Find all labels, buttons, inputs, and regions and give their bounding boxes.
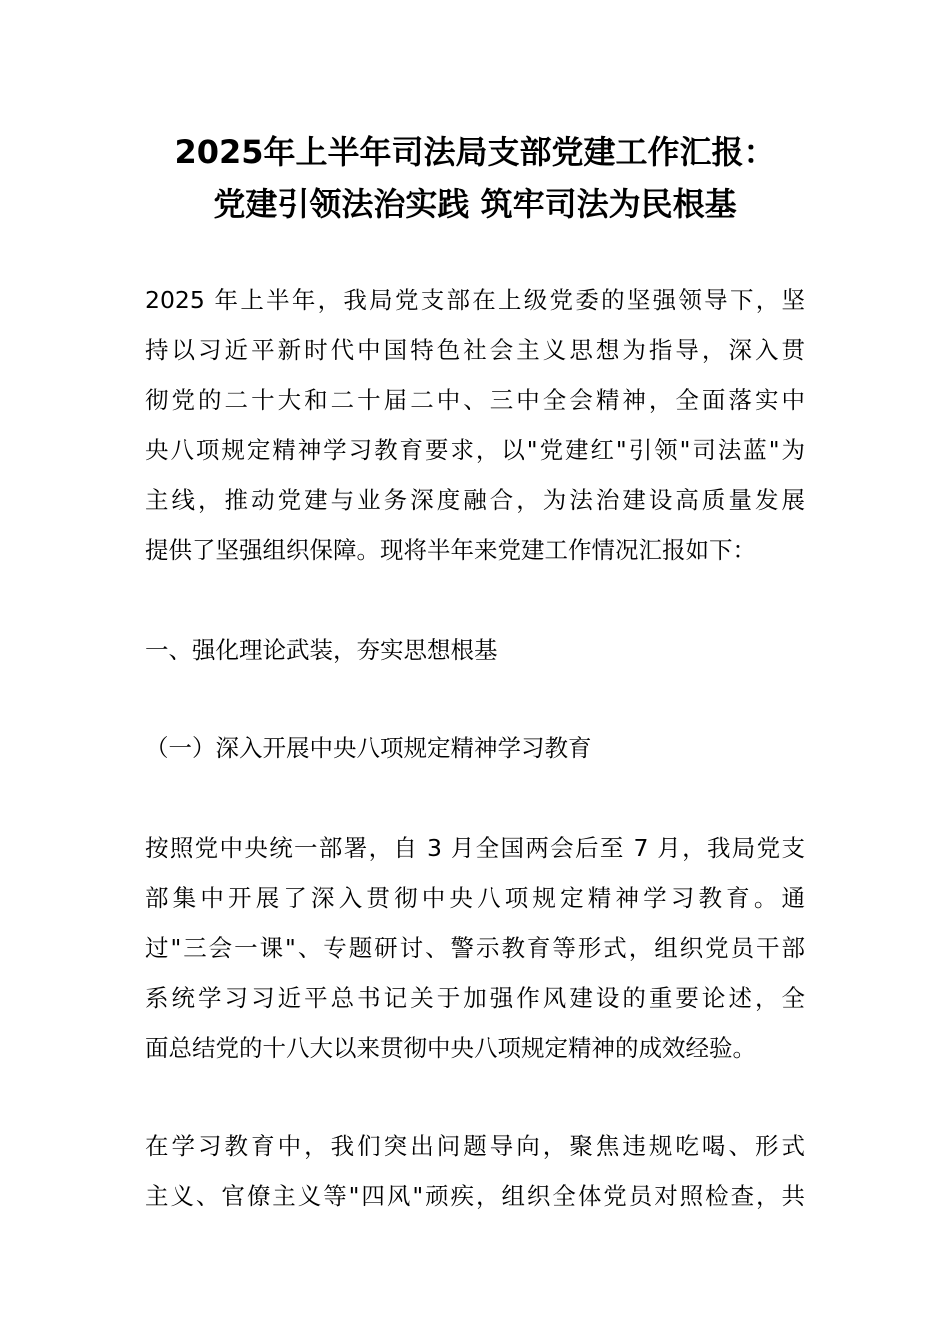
paragraph-line: 持以习近平新时代中国特色社会主义思想为指导，深入贯 <box>145 336 805 364</box>
paragraph-line: 系统学习习近平总书记关于加强作风建设的重要论述，全 <box>145 984 805 1012</box>
paragraph-line: 在学习教育中，我们突出问题导向，聚焦违规吃喝、形式 <box>145 1132 805 1160</box>
section-heading: 一、强化理论武装，夯实思想根基 <box>145 636 498 664</box>
document-title-line-1: 2025年上半年司法局支部党建工作汇报： <box>174 133 776 171</box>
paragraph-line: 部集中开展了深入贯彻中央八项规定精神学习教育。通 <box>145 884 805 912</box>
paragraph-line: 央八项规定精神学习教育要求，以"党建红"引领"司法蓝"为 <box>145 436 805 464</box>
document-title-line-2: 党建引领法治实践 筑牢司法为民根基 <box>213 185 737 223</box>
subsection-heading: （一）深入开展中央八项规定精神学习教育 <box>145 734 592 762</box>
paragraph-line: 主线，推动党建与业务深度融合，为法治建设高质量发展 <box>145 486 805 514</box>
paragraph-line: 2025 年上半年，我局党支部在上级党委的坚强领导下，坚 <box>145 286 805 314</box>
paragraph-line: 彻党的二十大和二十届二中、三中全会精神，全面落实中 <box>145 386 805 414</box>
paragraph-line: 主义、官僚主义等"四风"顽疾，组织全体党员对照检查，共 <box>145 1182 805 1210</box>
paragraph-line: 过"三会一课"、专题研讨、警示教育等形式，组织党员干部 <box>145 934 805 962</box>
paragraph-line: 按照党中央统一部署，自 3 月全国两会后至 7 月，我局党支 <box>145 834 805 862</box>
paragraph-line: 面总结党的十八大以来贯彻中央八项规定精神的成效经验。 <box>145 1034 756 1062</box>
paragraph-line: 提供了坚强组织保障。现将半年来党建工作情况汇报如下： <box>145 536 756 564</box>
